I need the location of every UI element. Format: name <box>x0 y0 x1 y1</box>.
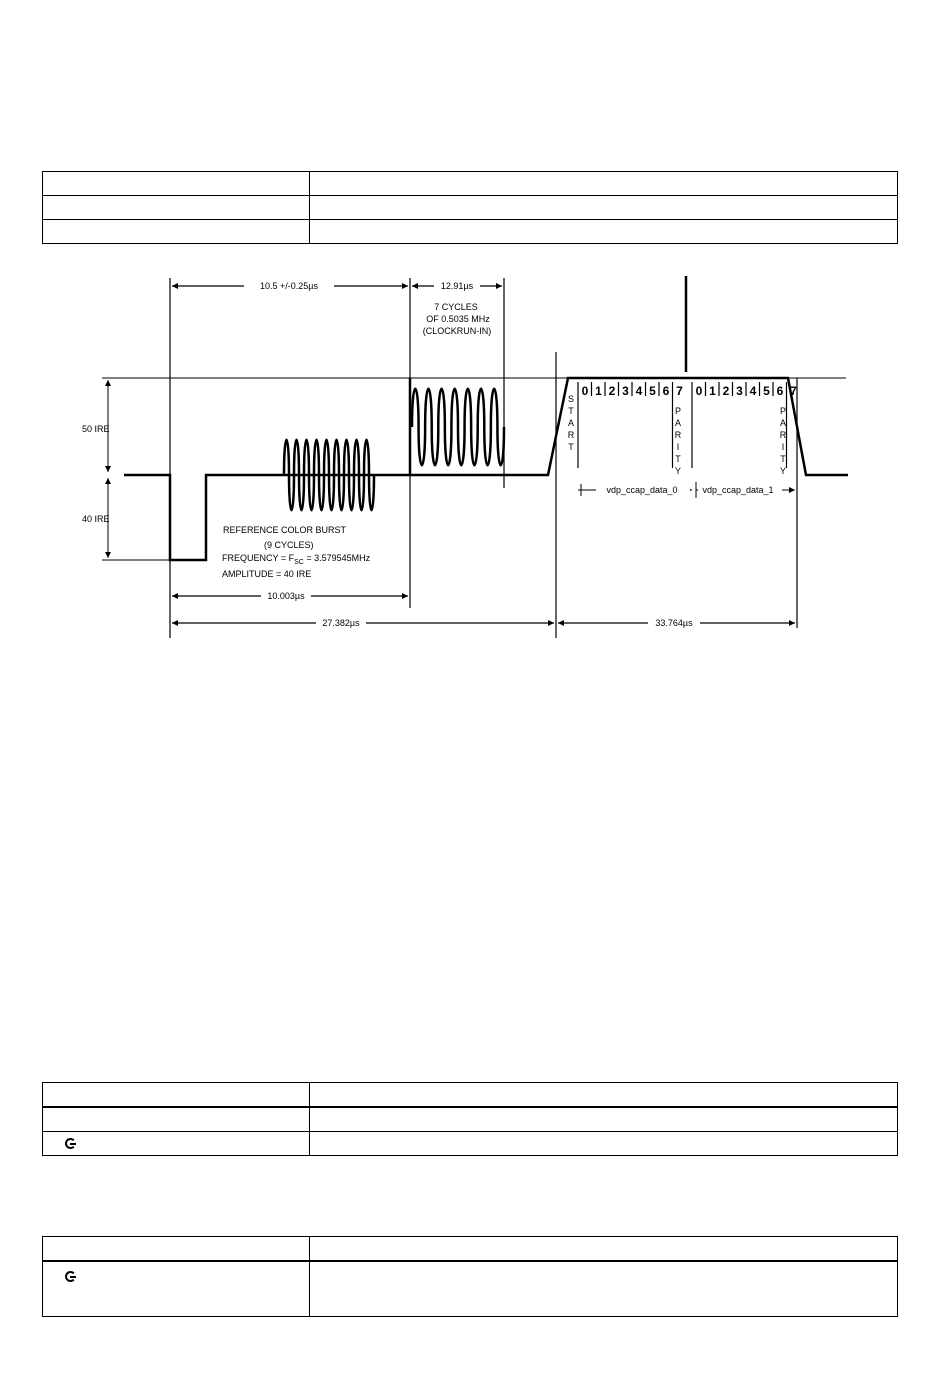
bit-number: 1 <box>595 384 602 398</box>
table-row <box>43 1261 898 1317</box>
dim-clockrun-label: 12.91µs <box>440 281 474 291</box>
spec-table-2 <box>42 1082 898 1156</box>
clockrun-in-cycles <box>412 389 504 466</box>
bit-numbers <box>582 384 798 398</box>
dim-total-right-label: 33.764µs <box>655 618 693 628</box>
clockrun-label-line3: (CLOCKRUN-IN) <box>422 326 492 336</box>
table-cell <box>310 1261 898 1317</box>
table-row <box>43 220 898 244</box>
bit-number: 1 <box>709 384 716 398</box>
vertical-letter: A <box>567 418 575 428</box>
table-cell <box>310 220 898 244</box>
vertical-letter: Y <box>674 466 682 476</box>
dim-total-left-label: 27.382µs <box>322 618 360 628</box>
vertical-letter: S <box>567 394 575 404</box>
table-cell <box>43 1107 310 1132</box>
table-cell <box>310 1083 898 1108</box>
table-cell <box>43 172 310 196</box>
table-cell <box>310 172 898 196</box>
table-row <box>43 1107 898 1132</box>
closed-caption-waveform-diagram <box>82 268 866 644</box>
start-label <box>568 394 575 452</box>
table-cell <box>310 1107 898 1132</box>
clockrun-label-line1: 7 CYCLES <box>434 302 478 312</box>
table-cell <box>310 1132 898 1156</box>
table-cell <box>43 220 310 244</box>
table-cell <box>43 1261 310 1317</box>
data1-label: vdp_ccap_data_1 <box>702 485 774 495</box>
clockrun-label-line2: OF 0.5035 MHz <box>426 314 490 324</box>
table-row <box>43 1237 898 1262</box>
table-row <box>43 1132 898 1156</box>
vertical-letter: A <box>674 418 682 428</box>
vertical-letter: T <box>568 442 574 452</box>
c-symbol-icon <box>65 1138 76 1149</box>
level-upper-label: 50 IRE <box>82 424 110 434</box>
bit-number: 5 <box>763 384 770 398</box>
table-row <box>43 1083 898 1108</box>
bit-number: 0 <box>581 384 589 398</box>
dim-burst-label: 10.003µs <box>267 591 305 601</box>
table-cell <box>43 1237 310 1262</box>
bit-number: 3 <box>736 384 743 398</box>
vertical-letter: T <box>568 406 574 416</box>
burst-label-line2: (9 CYCLES) <box>264 540 314 550</box>
vertical-letter: A <box>779 418 787 428</box>
c-symbol-icon <box>65 1271 76 1282</box>
table-row <box>43 196 898 220</box>
vertical-letter: T <box>780 454 786 464</box>
vertical-letter: P <box>674 406 682 416</box>
bit-number: 6 <box>662 384 670 398</box>
table-cell <box>43 1132 310 1156</box>
data0-label: vdp_ccap_data_0 <box>606 485 678 495</box>
table-cell <box>310 196 898 220</box>
parity-label-byte0 <box>675 406 682 476</box>
bit-number: 6 <box>776 384 784 398</box>
vertical-letter: T <box>675 454 681 464</box>
vertical-letter: Y <box>779 466 787 476</box>
level-lower-label: 40 IRE <box>82 514 110 524</box>
dim-sync-label: 10.5 +/-0.25µs <box>260 281 318 291</box>
bit-number: 7 <box>676 384 683 398</box>
bit-number: 7 <box>790 384 797 398</box>
bit-number: 4 <box>749 384 757 398</box>
bit-number: 3 <box>622 384 629 398</box>
vertical-letter: I <box>781 442 785 452</box>
vertical-letter: P <box>779 406 787 416</box>
bit-number: 4 <box>635 384 643 398</box>
vertical-letter: R <box>674 430 682 440</box>
spec-table-1 <box>42 171 898 244</box>
parity-label-byte1 <box>780 406 787 476</box>
bit-number: 2 <box>608 384 616 398</box>
bit-number: 0 <box>695 384 703 398</box>
burst-label-line3: FREQUENCY = $F_{SC} = 3.579545MHz$ <box>222 553 371 566</box>
burst-label-line4: AMPLITUDE = 40 IRE <box>222 569 312 579</box>
vertical-letter: I <box>676 442 680 452</box>
table-cell <box>43 1083 310 1108</box>
vertical-letter: R <box>779 430 787 440</box>
vertical-letter: R <box>567 430 575 440</box>
bit-number: 5 <box>649 384 656 398</box>
table-cell <box>310 1237 898 1262</box>
burst-label-line1: REFERENCE COLOR BURST <box>223 525 347 535</box>
bit-number: 2 <box>722 384 730 398</box>
table-row <box>43 172 898 196</box>
table-cell <box>43 196 310 220</box>
spec-table-3 <box>42 1236 898 1317</box>
